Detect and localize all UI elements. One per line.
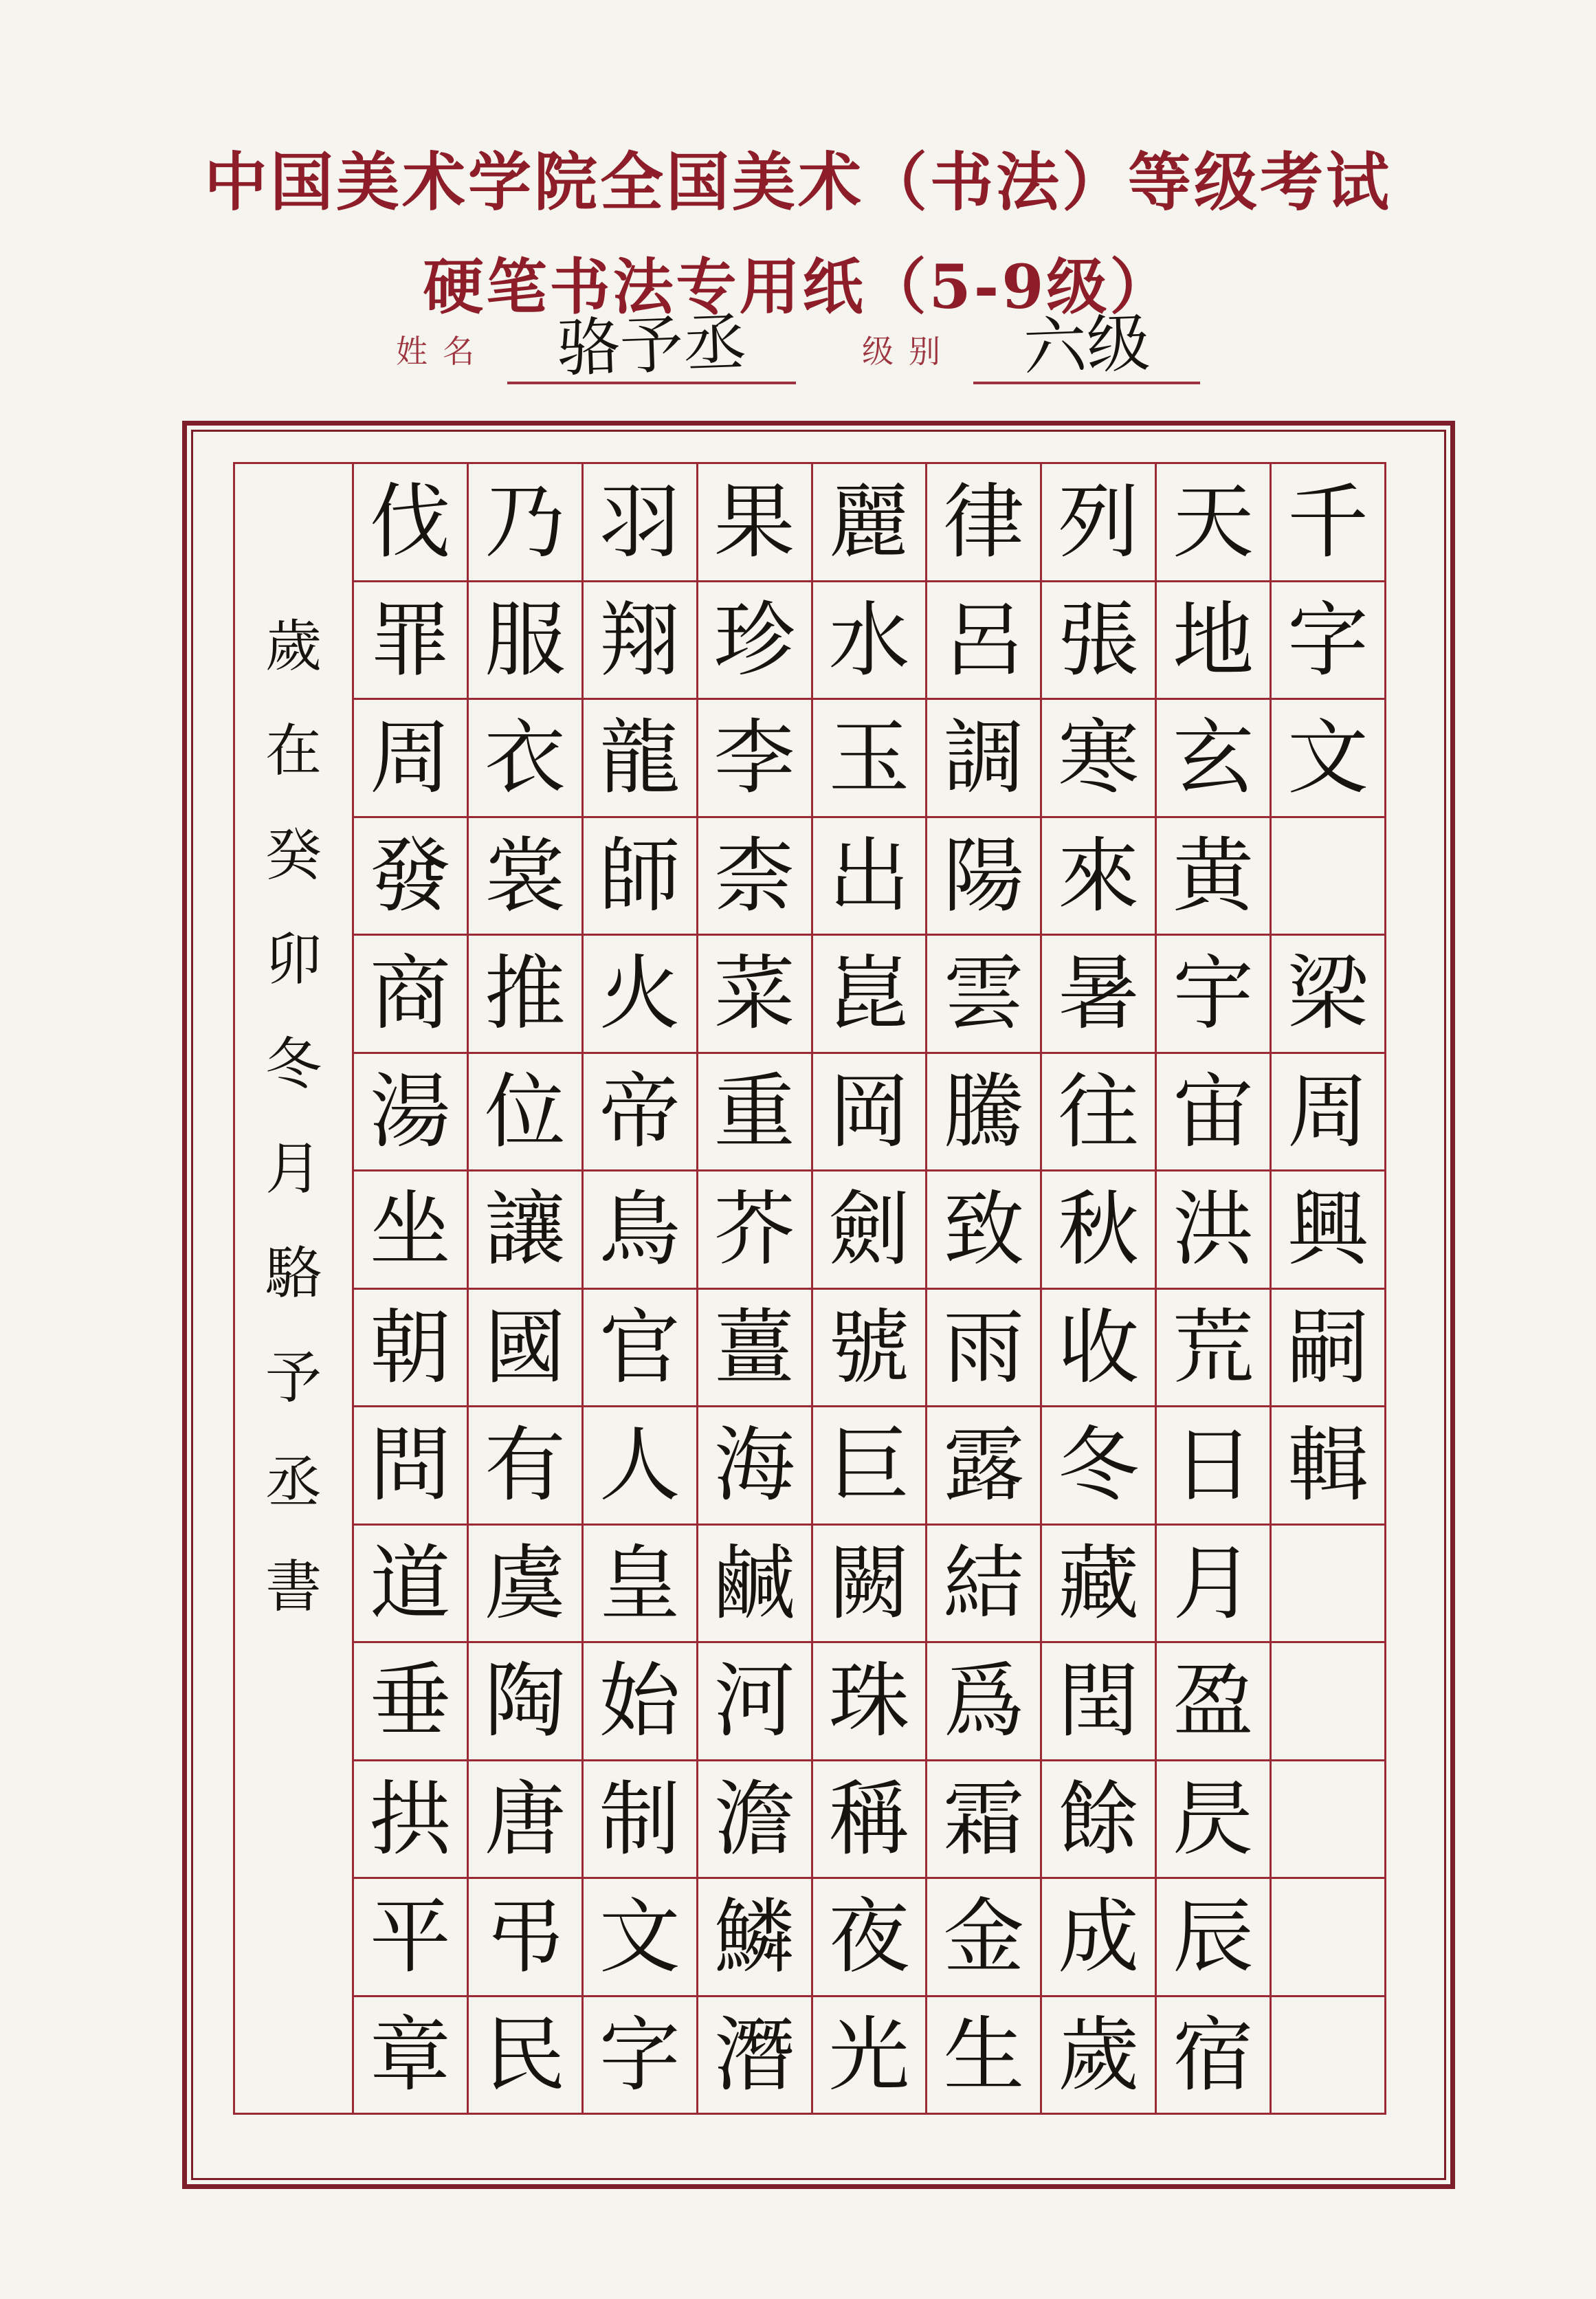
colophon-character: 歲: [265, 614, 322, 679]
grid-cell-character: 玄: [1157, 700, 1270, 816]
grid-cell-character: 弔: [469, 1879, 581, 1995]
grid-cell-character: 坐: [354, 1172, 467, 1288]
grid-cell-character: 成: [1042, 1879, 1155, 1995]
grid-cell-character: 騰: [927, 1054, 1040, 1170]
grid-cell-character: 宇: [1157, 936, 1270, 1052]
grid-cell-character: 呂: [927, 582, 1040, 698]
grid-cell-empty: [1272, 818, 1384, 934]
grid-cell-character: 虞: [469, 1526, 581, 1642]
grid-cell-character: 位: [469, 1054, 581, 1170]
grid-cell-character: 問: [354, 1407, 467, 1524]
grid-cell-character: 千: [1272, 464, 1384, 580]
grid-cell-character: 黄: [1157, 818, 1270, 934]
grid-cell-character: 辰: [1157, 1879, 1270, 1995]
grid-cell-character: 周: [354, 700, 467, 816]
grid-cell-character: 重: [698, 1054, 811, 1170]
grid-cell-character: 秋: [1042, 1172, 1155, 1288]
grid-cell-character: 發: [354, 818, 467, 934]
grid-cell-character: 來: [1042, 818, 1155, 934]
outer-border-frame: [182, 421, 1455, 2189]
grid-cell-character: 珍: [698, 582, 811, 698]
grid-cell-character: 制: [584, 1761, 696, 1878]
grid-cell-character: 暑: [1042, 936, 1155, 1052]
grid-cell-character: 餘: [1042, 1761, 1155, 1878]
grid-cell-character: 盈: [1157, 1643, 1270, 1759]
grid-cell-character: 金: [927, 1879, 1040, 1995]
grid-cell-character: 翔: [584, 582, 696, 698]
grid-cell-character: 陽: [927, 818, 1040, 934]
grid-cell-character: 湯: [354, 1054, 467, 1170]
grid-cell-character: 嗣: [1272, 1290, 1384, 1406]
grid-cell-character: 李: [698, 700, 811, 816]
grid-cell-character: 出: [813, 818, 926, 934]
grid-cell-character: 興: [1272, 1172, 1384, 1288]
grid-cell-empty: [1272, 1997, 1384, 2113]
sheet-title-line2: 硬笔书法专用纸（5-9级）: [423, 251, 1173, 322]
grid-cell-character: 地: [1157, 582, 1270, 698]
grid-cell-character: 皇: [584, 1526, 696, 1642]
colophon-character: 月: [265, 1136, 322, 1202]
grid-cell-character: 民: [469, 1997, 581, 2113]
grid-cell-character: 有: [469, 1407, 581, 1524]
colophon-character: 癸: [265, 823, 322, 888]
grid-cell-character: 河: [698, 1643, 811, 1759]
grid-cell-character: 官: [584, 1290, 696, 1406]
grid-cell-character: 劍: [813, 1172, 926, 1288]
level-label: 级别: [862, 333, 955, 371]
grid-cell-character: 張: [1042, 582, 1155, 698]
calligraphy-grid: [233, 462, 1386, 2115]
level-value-handwritten: 六级: [1022, 306, 1151, 385]
grid-cell-character: 陶: [469, 1643, 581, 1759]
grid-cell-character: 服: [469, 582, 581, 698]
grid-cell-character: 章: [354, 1997, 467, 2113]
grid-cell-character: 果: [698, 464, 811, 580]
grid-cell-character: 字: [584, 1997, 696, 2113]
grid-cell-character: 玉: [813, 700, 926, 816]
grid-cell-character: 崑: [813, 936, 926, 1052]
grid-cell-character: 輯: [1272, 1407, 1384, 1524]
grid-cell-character: 帝: [584, 1054, 696, 1170]
grid-cell-character: 爲: [927, 1643, 1040, 1759]
grid-cell-character: 號: [813, 1290, 926, 1406]
grid-cell-character: 月: [1157, 1526, 1270, 1642]
colophon-character: 予: [265, 1345, 322, 1411]
grid-cell-character: 羽: [584, 464, 696, 580]
grid-cell-empty: [1272, 1879, 1384, 1995]
grid-cell-character: 日: [1157, 1407, 1270, 1524]
colophon-character: 冬: [265, 1032, 322, 1097]
grid-cell-character: 稱: [813, 1761, 926, 1878]
grid-cell-character: 裳: [469, 818, 581, 934]
grid-cell-character: 菜: [698, 936, 811, 1052]
grid-cell-character: 宿: [1157, 1997, 1270, 2113]
grid-cell-character: 拱: [354, 1761, 467, 1878]
grid-cell-character: 宙: [1157, 1054, 1270, 1170]
grid-cell-character: 雲: [927, 936, 1040, 1052]
grid-cell-character: 岡: [813, 1054, 926, 1170]
grid-cell-empty: [1272, 1526, 1384, 1642]
grid-cell-character: 藏: [1042, 1526, 1155, 1642]
grid-cell-character: 潛: [698, 1997, 811, 2113]
colophon-cell: [235, 464, 352, 2113]
grid-cell-empty: [1272, 1643, 1384, 1759]
grid-cell-character: 鳥: [584, 1172, 696, 1288]
grid-cell-character: 師: [584, 818, 696, 934]
grid-cell-character: 冬: [1042, 1407, 1155, 1524]
grid-cell-character: 人: [584, 1407, 696, 1524]
grid-cell-character: 水: [813, 582, 926, 698]
inner-border-frame: [191, 430, 1446, 2180]
grid-cell-character: 衣: [469, 700, 581, 816]
grid-cell-character: 唐: [469, 1761, 581, 1878]
grid-cell-character: 讓: [469, 1172, 581, 1288]
grid-cell-character: 朝: [354, 1290, 467, 1406]
grid-cell-character: 生: [927, 1997, 1040, 2113]
grid-cell-character: 夜: [813, 1879, 926, 1995]
grid-cell-character: 龍: [584, 700, 696, 816]
grid-cell-character: 澹: [698, 1761, 811, 1878]
grid-cell-character: 鹹: [698, 1526, 811, 1642]
grid-cell-character: 梁: [1272, 936, 1384, 1052]
grid-cell-character: 收: [1042, 1290, 1155, 1406]
grid-cell-character: 調: [927, 700, 1040, 816]
grid-cell-character: 麗: [813, 464, 926, 580]
colophon-character: 書: [265, 1554, 322, 1620]
grid-cell-character: 露: [927, 1407, 1040, 1524]
grid-cell-character: 闕: [813, 1526, 926, 1642]
grid-cell-character: 商: [354, 936, 467, 1052]
grid-cell-character: 字: [1272, 582, 1384, 698]
grid-cell-character: 珠: [813, 1643, 926, 1759]
grid-cell-character: 洪: [1157, 1172, 1270, 1288]
grid-cell-character: 歲: [1042, 1997, 1155, 2113]
name-label: 姓名: [396, 333, 489, 371]
grid-cell-character: 海: [698, 1407, 811, 1524]
grid-cell-character: 天: [1157, 464, 1270, 580]
name-value-handwritten: 骆予丞: [555, 305, 748, 386]
grid-cell-character: 寒: [1042, 700, 1155, 816]
grid-cell-character: 始: [584, 1643, 696, 1759]
name-level-row: [0, 305, 1596, 386]
grid-cell-character: 霜: [927, 1761, 1040, 1878]
grid-cell-character: 國: [469, 1290, 581, 1406]
sheet-title-line1: 中国美术学院全国美术（书法）等级考试: [203, 145, 1392, 219]
grid-cell-character: 律: [927, 464, 1040, 580]
grid-cell-character: 結: [927, 1526, 1040, 1642]
colophon-character: 在: [265, 718, 322, 784]
grid-cell-character: 閏: [1042, 1643, 1155, 1759]
grid-cell-character: 乃: [469, 464, 581, 580]
colophon-character: 卯: [265, 927, 322, 993]
grid-cell-character: 薑: [698, 1290, 811, 1406]
grid-cell-character: 雨: [927, 1290, 1040, 1406]
colophon-character: 駱: [265, 1241, 322, 1306]
grid-cell-character: 罪: [354, 582, 467, 698]
colophon-character: 丞: [265, 1450, 322, 1515]
grid-cell-character: 荒: [1157, 1290, 1270, 1406]
grid-cell-character: 昃: [1157, 1761, 1270, 1878]
grid-cell-character: 文: [1272, 700, 1384, 816]
grid-cell-character: 列: [1042, 464, 1155, 580]
grid-cell-character: 垂: [354, 1643, 467, 1759]
grid-cell-character: 鱗: [698, 1879, 811, 1995]
grid-cell-character: 伐: [354, 464, 467, 580]
grid-cell-character: 火: [584, 936, 696, 1052]
grid-cell-character: 平: [354, 1879, 467, 1995]
grid-cell-character: 光: [813, 1997, 926, 2113]
grid-cell-character: 往: [1042, 1054, 1155, 1170]
grid-cell-empty: [1272, 1761, 1384, 1878]
grid-cell-character: 道: [354, 1526, 467, 1642]
grid-cell-character: 周: [1272, 1054, 1384, 1170]
grid-cell-character: 致: [927, 1172, 1040, 1288]
grid-cell-character: 芥: [698, 1172, 811, 1288]
grid-cell-character: 推: [469, 936, 581, 1052]
grid-cell-character: 巨: [813, 1407, 926, 1524]
grid-cell-character: 文: [584, 1879, 696, 1995]
grid-cell-character: 柰: [698, 818, 811, 934]
